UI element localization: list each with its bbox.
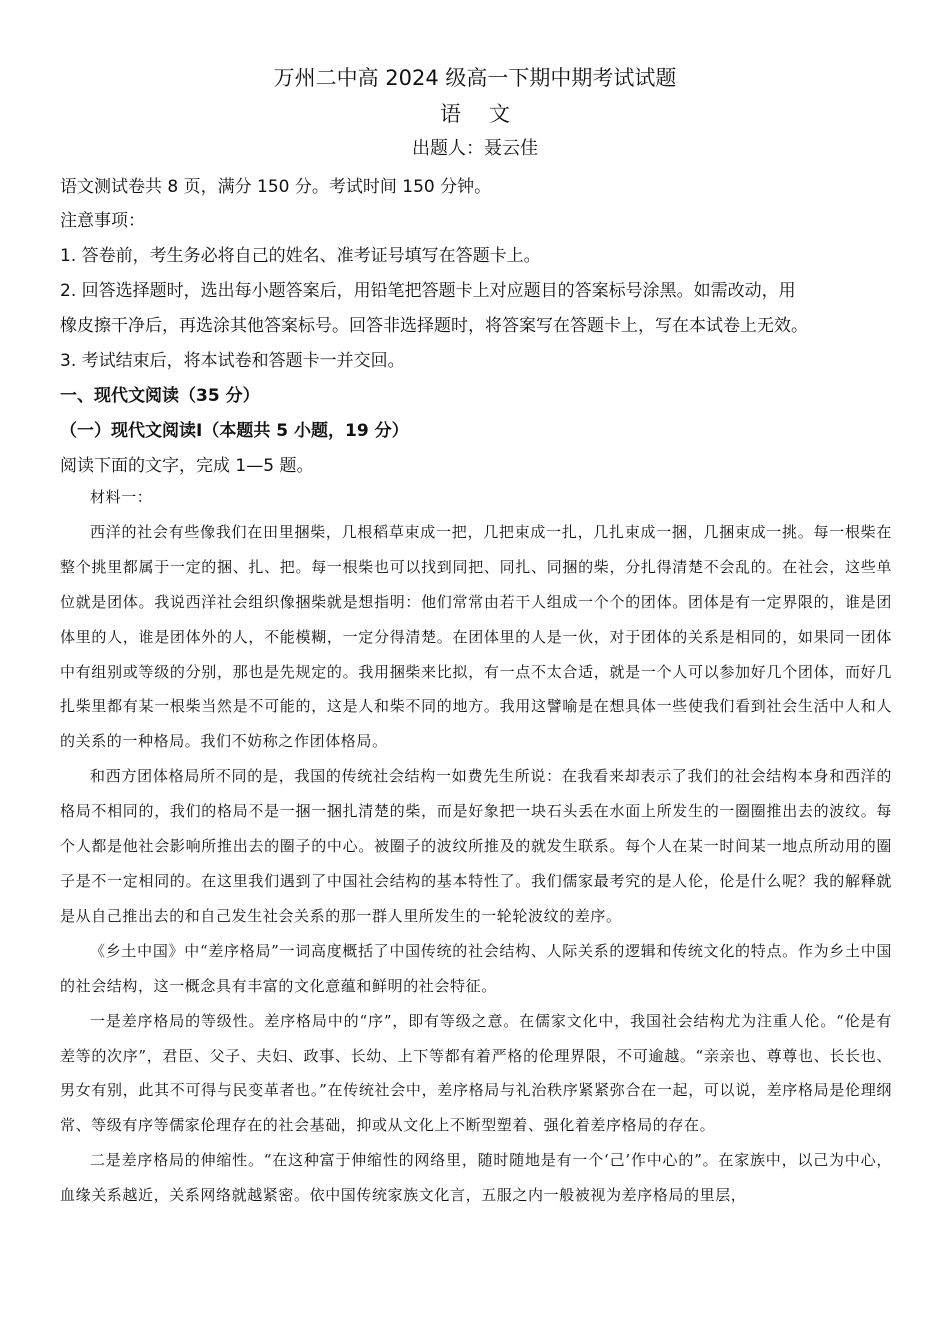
notice-item-2-line-1: 2. 回答选择题时，选出每小题答案后，用铅笔把答题卡上对应题目的答案标号涂黑。如需改动，用 (60, 281, 796, 301)
exam-summary: 语文测试卷共 8 页，满分 150 分。考试时间 150 分钟。 (60, 177, 492, 197)
notice-heading: 注意事项： (60, 211, 145, 231)
material-paragraph-1: 西洋的社会有些像我们在田里捆柴，几根稻草束成一把，几把束成一扎，几扎束成一捆，几捆束成一挑。每一根柴在整个挑里都属于一定的捆、扎、把。每一根柴也可以找到同把、同扎、同捆的柴，分扎得清楚不会乱的。在社会，这些单位就是团体。我说西洋社会组织像捆柴就是想指明：他们常常由若干人组成一个个的团体。团体是有一定界限的，谁是团体里的人，谁是团体外的人，不能模糊，一定分得清楚。在团体里的人是一伙，对于团体的关系是相同的，如果同一团体中有组别或等级的分别，那也是先规定的。我用捆柴来比拟，有一点不太合适，就是一个人可以参加好几个团体，而好几扎柴里都有某一根柴当然是不可能的，这是人和柴不同的地方。我用这譬喻是在想具体一些使我们看到社会生活中人和人的关系的一种格局。我们不妨称之作团体格局。 (60, 522, 892, 751)
subject-title: 语文 (440, 102, 538, 126)
material-paragraph-5: 二是差序格局的伸缩性。“在这种富于伸缩性的网络里，随时随地是有一个‘己’作中心的”。在家族中，以己为中心，血缘关系越近，关系网络就越紧密。依中国传统家族文化言，五服之内一般被视为差序格局的里层， (60, 1151, 892, 1205)
section-heading: 一、现代文阅读（35 分） (60, 386, 260, 406)
exam-title: 万州二中高 2024 级高一下期中期考试试题 (273, 66, 677, 90)
reading-instruction: 阅读下面的文字，完成 1—5 题。 (60, 456, 314, 476)
notice-item-1: 1. 答卷前，考生务必将自己的姓名、准考证号填写在答题卡上。 (60, 246, 541, 266)
material-label: 材料一： (90, 488, 153, 506)
material-paragraph-3: 《乡土中国》中“差序格局”一词高度概括了中国传统的社会结构、人际关系的逻辑和传统文化的特点。作为乡土中国的社会结构，这一概念具有丰富的文化意蕴和鲜明的社会特征。 (60, 941, 892, 995)
author-line: 出题人：聂云佳 (412, 138, 538, 159)
material-paragraph-4: 一是差序格局的等级性。差序格局中的“序”，即有等级之意。在儒家文化中，我国社会结构尤为注重人伦。“伦是有差等的次序”，君臣、父子、夫妇、政事、长幼、上下等都有着严格的伦理界限，不可逾越。“亲亲也、尊尊也、长长也、男女有别，此其不可得与民变革者也。”在传统社会中，差序格局与礼治秩序紧紧弥合在一起，可以说，差序格局是伦理纲常、等级有序等儒家伦理存在的社会基础，抑或从文化上不断型塑着、强化着差序格局的存在。 (60, 1011, 892, 1135)
notice-item-3: 3. 考试结束后，将本试卷和答题卡一并交回。 (60, 351, 405, 371)
sub-section-heading: （一）现代文阅读Ⅰ（本题共 5 小题，19 分） (60, 421, 409, 441)
notice-item-2-line-2: 橡皮擦干净后，再选涂其他答案标号。回答非选择题时，将答案写在答题卡上，写在本试卷上无效。 (60, 316, 808, 336)
material-paragraph-2: 和西方团体格局所不同的是，我国的传统社会结构一如费先生所说：在我看来却表示了我们的社会结构本身和西洋的格局不相同的，我们的格局不是一捆一捆扎清楚的柴，而是好象把一块石头丢在水面上所发生的一圈圈推出去的波纹。每个人都是他社会影响所推出去的圈子的中心。被圈子的波纹所推及的就发生联系。每个人在某一时间某一地点所动用的圈子是不一定相同的。在这里我们遇到了中国社会结构的基本特性了。我们儒家最考究的是人伦，伦是什么呢？我的解释就是从自己推出去的和自己发生社会关系的那一群人里所发生的一轮轮波纹的差序。 (60, 767, 892, 925)
material-text (60, 480, 892, 1213)
